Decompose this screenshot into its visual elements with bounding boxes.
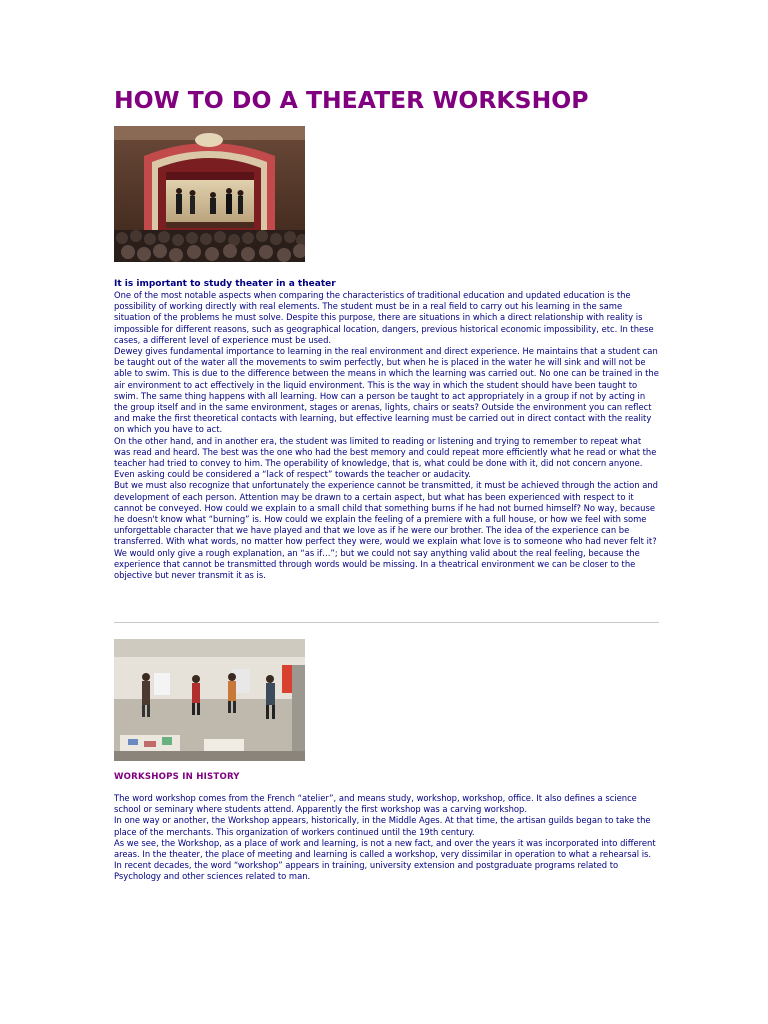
paragraph: In one way or another, the Workshop appears, historically, in the Middle Ages. At that time, the artisan guilds began to take the place of the merchants. This organization of workers continued until the 19th century.	[114, 815, 651, 837]
section-body-theater	[114, 290, 659, 581]
paragraph: Dewey gives fundamental importance to learning in the real environment and direct experience. He maintains that a student can be taught out of the water all the movements to swim perfectly, but when he is placed in the water he will sink and will not be able to swim. This is due to the difference between the means in which the learning was carried out. No one can be trained in the air environment to act effectively in the liquid environment. This is the way in which the student should have been taught to swim. The same thing happens with all learning. How can a person be taught to act appropriately in a group if not by acting in the group itself and in the same environment, stages or arenas, lights, chairs or seats? Outside the environment you can reflect and make the first theoretical contacts with learning, but effective learning must be carried out in direct contact with the reality on which you have to act.	[114, 346, 659, 435]
paragraph: One of the most notable aspects when comparing the characteristics of traditional education and updated education is the possibility of working directly with real elements. The student must be in a real field to carry out his learning in the same situation of the problems he must solve. Despite this purpose, there are situations in which a direct relationship with reality is impossible for different reasons, such as geographical location, dangers, previous historical economic impossibility, etc. In these cases, a different level of experience must be used.	[114, 290, 654, 345]
paragraph: In recent decades, the word “workshop” appears in training, university extension and postgraduate programs related to Psychology and other sciences related to man.	[114, 860, 619, 882]
divider	[114, 622, 659, 623]
theater-stage-photo	[114, 126, 305, 262]
paragraph: On the other hand, and in another era, the student was limited to reading or listening and trying to remember to repeat what was read and heard. The best was the one who had the best memory and could repeat more efficiently what he read or what the teacher had tried to convey to him. The operability of knowledge, that is, what could be done with it, did not concern anyone. Even asking could be considered a “lack of respect” towards the teacher or audacity.	[114, 435, 657, 480]
paragraph: The word workshop comes from the French “atelier”, and means study, workshop, workshop, office. It also defines a science school or seminary where students attend. Apparently the first workshop was a carving workshop.	[114, 793, 637, 815]
section-body-history	[114, 793, 659, 883]
section-heading-history: WORKSHOPS IN HISTORY	[114, 772, 240, 782]
paragraph: But we must also recognize that unfortunately the experience cannot be transmitted, it must be achieved through the action and development of each person. Attention may be drawn to a certain aspect, but what has been experienced with respect to it cannot be conveyed. How could we explain to a small child that something burns if he had not burned himself? No way, because he doesn't know what “burning” is. How could we explain the feeling of a premiere with a full house, or how we feel with some unforgettable character that we have played and that we love as if he were our brother. The idea of the experience can be transferred. With what words, no matter how perfect they were, would we explain what love is to someone who had never felt it? We would only give a rough explanation, an “as if…”; but we could not say anything valid about the real feeling, because the experience that cannot be transmitted through words would be missing. In a theatrical environment we can be closer to the objective but never transmit it as is.	[114, 480, 658, 581]
section-heading-theater: It is important to study theater in a theater	[114, 279, 336, 289]
paragraph: As we see, the Workshop, as a place of work and learning, is not a new fact, and over the years it was incorporated into different areas. In the theater, the place of meeting and learning is called a workshop, very dissimilar in operation to what a rehearsal is.	[114, 837, 656, 860]
page-title: HOW TO DO A THEATER WORKSHOP	[114, 86, 589, 114]
workshop-room-photo	[114, 639, 305, 761]
